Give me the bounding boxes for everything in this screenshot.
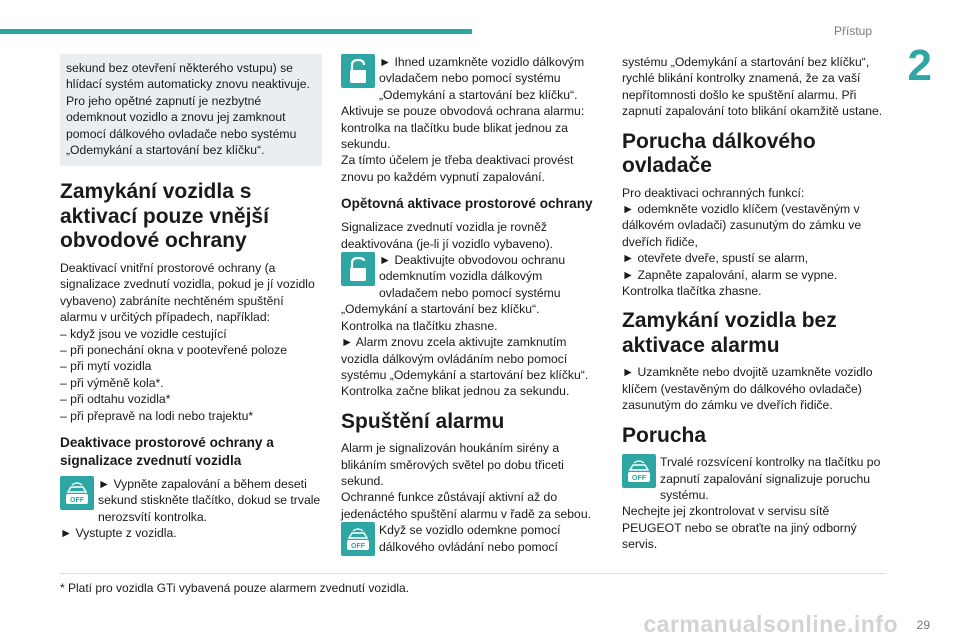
trigger-step [341,522,603,558]
svg-text:OFF: OFF [351,543,365,551]
car-alarm-off-icon [341,522,375,556]
paragraph: Pro deaktivaci ochranných funkcí: [622,185,805,200]
heading-deactivation: Deaktivace prostorové ochrany a signalizace zvednutí vozidla [60,435,274,468]
header-accent-bar [0,29,472,34]
bullet-item: – při mytí vozidla [60,359,152,374]
reactivation-intro: Signalizace zvednutí vozidla je rovněž deaktivována (je-li jí vozidlo vybaveno). [341,220,554,251]
heading-lock-perimeter: Zamykání vozidla s aktivací pouze vnější obvodové ochrany [60,180,269,253]
paragraph: Ochranné funkce zůstávají aktivní až do jedenáctého spuštění alarmu v řadě za sebou. [341,490,592,521]
fault-step [622,454,884,503]
bullet-item: – při odtahu vozidla* [60,392,171,407]
fault-text: Trvalé rozsvícení kontrolky na tlačítku po zapnutí zapalování signalizuje poruchu systému. [660,455,881,502]
deactivation-text: ► Vypněte zapalování a během deseti sekund stiskněte tlačítko, dokud se trvale nerozsvítí kontrolka. [98,477,321,524]
paragraph: Kontrolka začne blikat jednou za sekundu. [341,384,570,399]
paragraph: ► Alarm znovu zcela aktivujte zamknutím vozidla dálkovým ovládáním nebo pomocí systému „Odemykání a startování bez klíčku“. [341,335,589,382]
lock-text: ► Ihned uzamkněte vozidlo dálkovým ovladačem nebo pomocí systému „Odemykání a startování bez klíčku“. [379,55,585,102]
paragraph: Nechejte jej zkontrolovat v servisu sítě PEUGEOT nebo se obraťte na jiný odborný servis. [622,504,857,552]
reactivation-text: ► Deaktivujte obvodovou ochranu odemknutím vozidla dálkovým ovladačem nebo pomocí systému „Odemykání a startování bez klíčku“. [341,253,566,317]
padlock-open-icon [341,252,375,286]
lock-step [341,54,603,103]
heading-lock-no-alarm: Zamykání vozidla bez aktivace alarmu [622,309,837,357]
trigger-text: Když se vozidlo odemkne pomocí dálkového ovládání nebo pomocí [379,523,561,554]
paragraph: Aktivuje se pouze obvodová ochrana alarmu: kontrolka na tlačítku bude blikat jednou za sekundu. [341,104,585,152]
section-title: Přístup [833,24,872,38]
footnote-divider [60,573,886,574]
bullet-item: – při výměně kola*. [60,375,164,390]
paragraph: Kontrolka tlačítka zhasne. [622,284,762,299]
car-alarm-off-icon [622,454,656,488]
step-item: ► Zapněte zapalování, alarm se vypne. [622,267,838,282]
bullet-item: – když jsou ve vozidle cestující [60,326,227,341]
reactivation-step [341,252,603,318]
continued-text: systému „Odemykání a startování bez klíčku“, rychlé blikání kontrolky znamená, že za vaší nepřítomnosti došlo ke spuštění alarmu. Při zapnutí zapalování toto blikání okamžitě ustane. [622,55,883,119]
paragraph: Za tímto účelem je třeba deaktivaci provést znovu po každém vypnutí zapalování. [341,153,574,184]
heading-fault: Porucha [622,423,707,447]
deactivation-step [60,476,322,525]
bullet-item: – při přepravě na lodi nebo trajektu* [60,408,254,423]
info-box-text: sekund bez otevření některého vstupu) se hlídací systém automaticky znovu neaktivuje. Pro jeho opětné zapnutí je nezbytné odemknout vozidlo a znovu jej zamknout pomocí dálkového ovladače nebo systému „Odemykání a startování bez klíčku“. [66,61,310,158]
heading-alarm-trigger: Spuštění alarmu [341,409,505,433]
lock-intro: Deaktivací vnitřní prostorové ochrany (a signalizace zvednutí vozidla, pokud je jí vozidlo vybaveno) zabráníte nechtěném spuštění alarmu v určitých případech, například: [60,260,315,325]
step-item: ► odemkněte vozidlo klíčem (vestavěným v dálkovém ovladači) zasunutým do zámku ve dveřích řidiče, [622,202,862,249]
bullet-item: – při ponechání okna v pootevřené poloze [60,342,287,357]
svg-text:OFF: OFF [632,475,646,483]
column-1 [60,54,322,542]
chapter-number: 2 [907,41,932,90]
padlock-icon [341,54,375,88]
heading-reactivation: Opětovná aktivace prostorové ochrany [341,196,593,212]
heading-remote-fault: Porucha dálkového ovladače [622,129,816,178]
deactivation-step-2: ► Vystupte z vozidla. [60,526,177,541]
paragraph: Alarm je signalizován houkáním sirény a blikáním směrových světel po dobu třiceti sekund. [341,441,564,489]
paragraph: Kontrolka na tlačítku zhasne. [341,318,498,333]
car-alarm-off-icon [60,476,94,510]
svg-text:OFF: OFF [70,497,84,504]
info-box [60,54,322,166]
column-3 [622,54,884,553]
column-2 [341,54,603,558]
step-item: ► otevřete dveře, spustí se alarm, [622,251,809,266]
watermark: carmanualsonline.info [643,611,898,637]
footnote: * Platí pro vozidla GTi vybavená pouze alarmem zvednutí vozidla. [60,581,410,595]
page-number: 29 [916,618,930,632]
paragraph: ► Uzamkněte nebo dvojitě uzamkněte vozidlo klíčem (vestavěným do dálkového ovladače) zasunutým do zámku ve dveřích řidiče. [622,365,873,413]
